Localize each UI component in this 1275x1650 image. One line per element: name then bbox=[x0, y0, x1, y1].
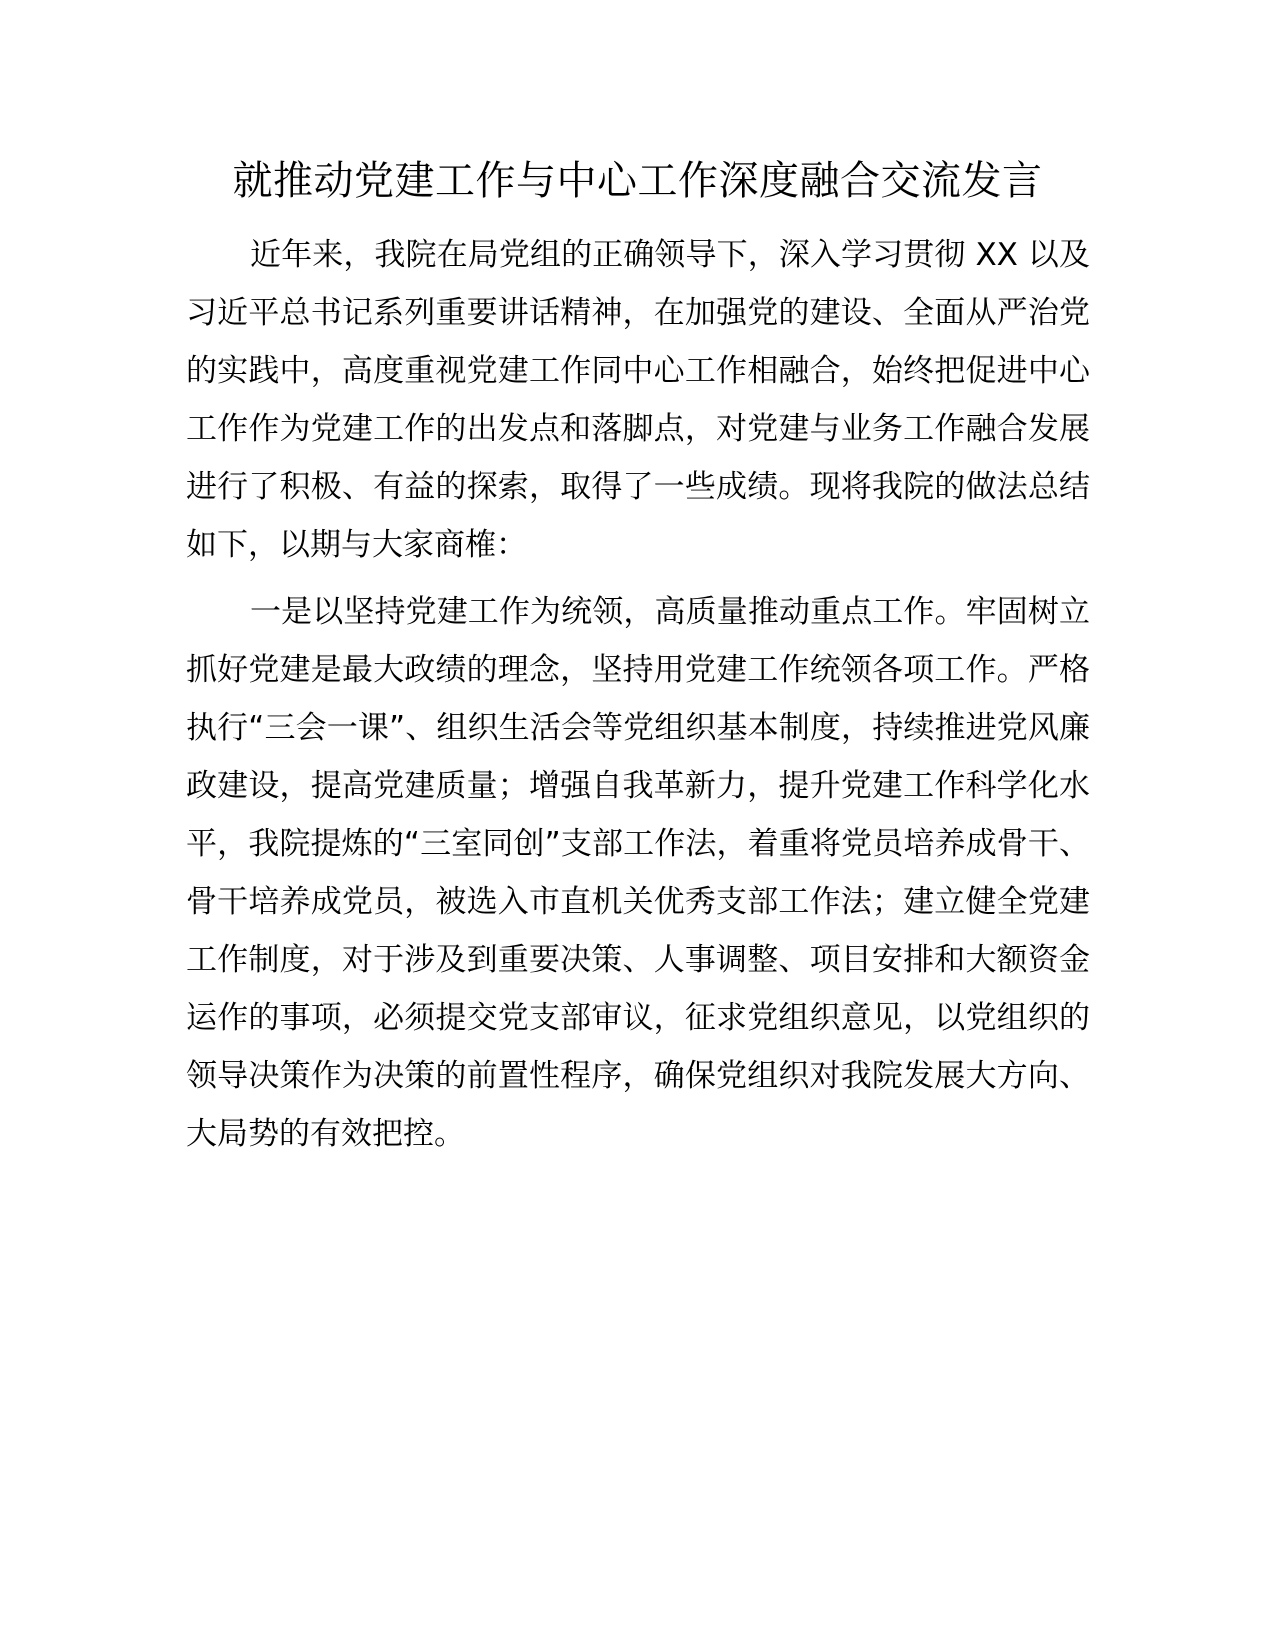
paragraph-point-one: 一是以坚持党建工作为统领，高质量推动重点工作。牢固树立抓好党建是最大政绩的理念，坚持用党建工作统领各项工作。严格执行“三会一课”、组织生活会等党组织基本制度，持续推进党风廉政建设，提高党建质量；增强自我革新力，提升党建工作科学化水平，我院提炼的“三室同创”支部工作法，着重将党员培养成骨干、骨干培养成党员，被选入市直机关优秀支部工作法；建立健全党建工作制度，对于涉及到重要决策、人事调整、项目安排和大额资金运作的事项，必须提交党支部审议，征求党组织意见，以党组织的领导决策作为决策的前置性程序，确保党组织对我院发展大方向、大局势的有效把控。 bbox=[186, 594, 1090, 1152]
document-title: 就推动党建工作与中心工作深度融合交流发言 bbox=[232, 158, 1043, 204]
paragraph-intro: 近年来，我院在局党组的正确领导下，深入学习贯彻 XX 以及习近平总书记系列重要讲话精神，在加强党的建设、全面从严治党的实践中，高度重视党建工作同中心工作相融合，始终把促进中心工作作为党建工作的出发点和落脚点，对党建与业务工作融合发展进行了积极、有益的探索，取得了一些成绩。现将我院的做法总结如下，以期与大家商榷： bbox=[186, 237, 1090, 563]
